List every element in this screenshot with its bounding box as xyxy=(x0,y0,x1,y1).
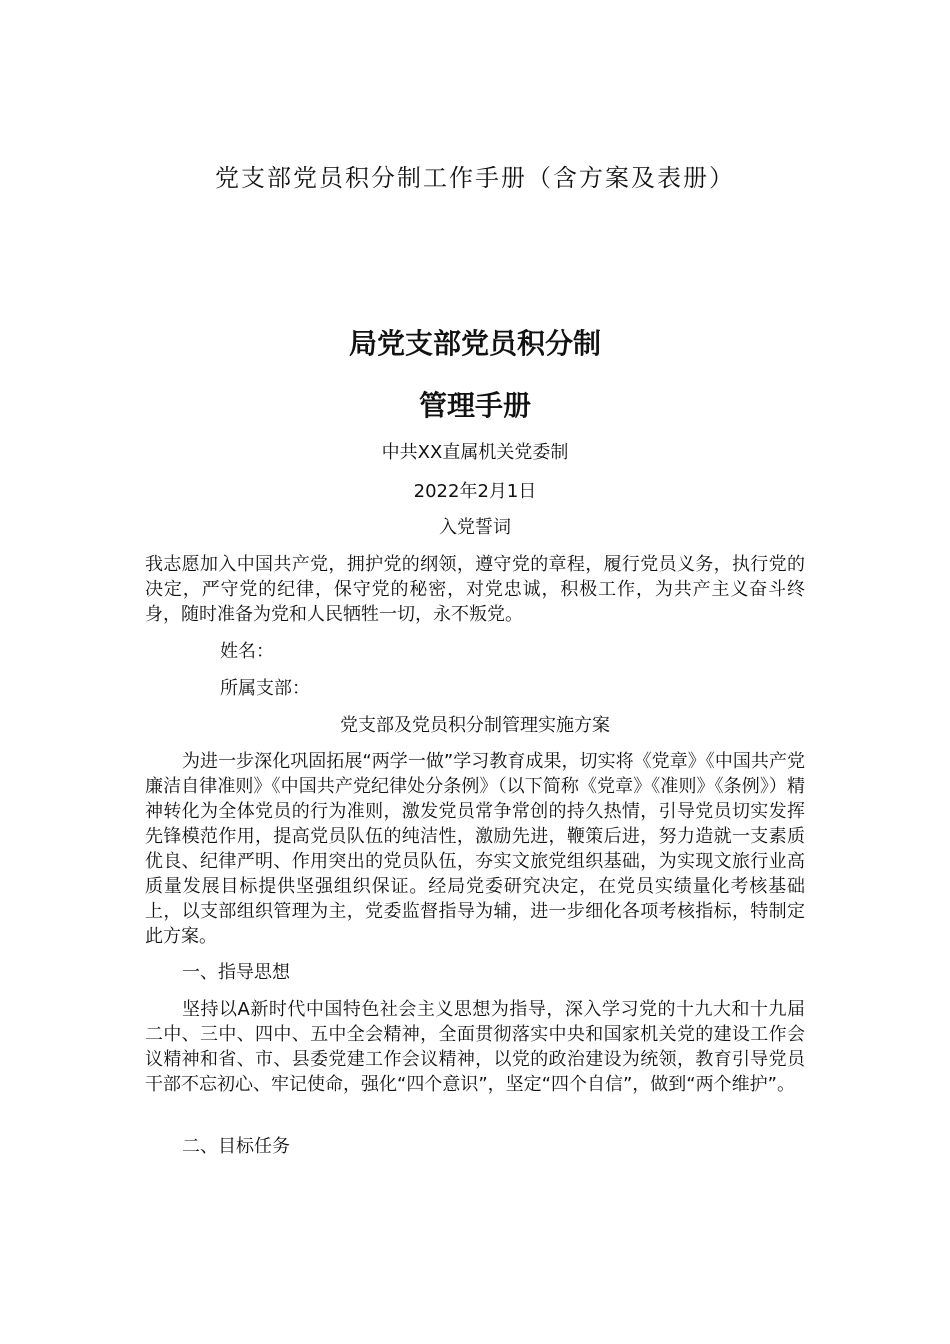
name-field-label: 姓名： xyxy=(220,641,274,662)
manual-title-line1: 局党支部党员积分制 xyxy=(348,327,601,360)
plan-title: 党支部及党员积分制管理实施方案 xyxy=(340,715,610,736)
document-title: 党支部党员积分制工作手册（含方案及表册） xyxy=(215,164,735,192)
manual-title-line2: 管理手册 xyxy=(418,389,531,422)
section1-heading: 一、指导思想 xyxy=(182,962,290,983)
oath-heading: 入党誓词 xyxy=(439,517,511,538)
branch-field-label: 所属支部： xyxy=(220,678,310,699)
section2-heading: 二、目标任务 xyxy=(182,1136,290,1157)
section1-paragraph: 坚持以A新时代中国特色社会主义思想为指导，深入学习党的十九大和十九届二中、三中、四中、五中全会精神，全面贯彻落实中央和国家机关党的建设工作会议精神和省、市、县委党建工作会议精神，以党的政治建设为统领，教育引导党员干部不忘初心、牢记使命，强化“四个意识”，坚定“四个自信”，做到“两个维护”。 xyxy=(145,999,805,1095)
oath-text: 我志愿加入中国共产党，拥护党的纲领，遵守党的章程，履行党员义务，执行党的决定，严守党的纪律，保守党的秘密，对党忠诚，积极工作，为共产主义奋斗终身，随时准备为党和人民牺牲一切，永不叛党。 xyxy=(145,554,805,625)
intro-paragraph: 为进一步深化巩固拓展“两学一做”学习教育成果，切实将《党章》《中国共产党廉洁自律准则》《中国共产党纪律处分条例》（以下简称《党章》《准则》《条例》）精神转化为全体党员的行为准则，激发党员常争常创的持久热情，引导党员切实发挥先锋模范作用，提高党员队伍的纯洁性，激励先进，鞭策后进，努力造就一支素质优良、纪律严明、作用突出的党员队伍，夯实文旅党组织基础，为实现文旅行业高质量发展目标提供坚强组织保证。经局党委研究决定，在党员实绩量化考核基础上，以支部组织管理为主，党委监督指导为辅，进一步细化各项考核指标，特制定此方案。 xyxy=(145,751,805,947)
issuer-line: 中共XX直属机关党委制 xyxy=(381,442,569,463)
date-line: 2022年2月1日 xyxy=(413,481,537,502)
